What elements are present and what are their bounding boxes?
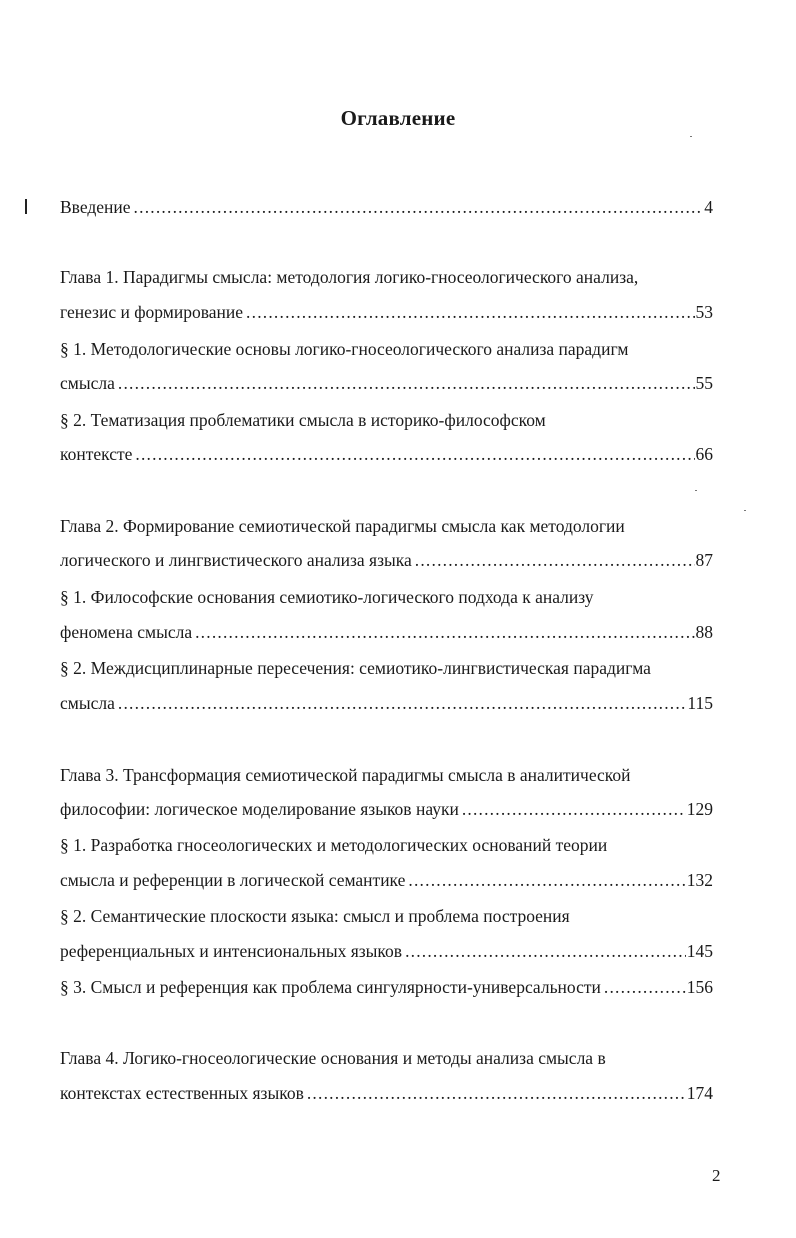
toc-chapter-4-line[interactable]: Глава 4. Логико-гносеологические основания и методы анализа смысла в xyxy=(60,1048,606,1068)
toc-page-number: 88 xyxy=(695,622,713,642)
toc-entry-text: Введение xyxy=(60,197,131,217)
dot-leader xyxy=(134,196,704,218)
toc-page-number: 115 xyxy=(687,693,713,713)
toc-page-number: 132 xyxy=(686,870,713,890)
toc-entry-text: смысла и референции в логической семантике xyxy=(60,870,406,890)
toc-entry-text: смысла xyxy=(60,693,115,713)
toc-chapter-1[interactable] xyxy=(60,301,713,323)
dot-leader xyxy=(405,940,686,962)
dot-leader xyxy=(307,1082,686,1104)
toc-chapter-2[interactable] xyxy=(60,549,713,571)
toc-entry-intro[interactable] xyxy=(60,196,713,218)
toc-section-3-2-line[interactable]: § 2. Семантические плоскости языка: смысл и проблема построения xyxy=(60,906,570,926)
toc-page-number: 87 xyxy=(695,550,713,570)
dot-leader xyxy=(195,621,694,643)
toc-chapter-1-line[interactable]: Глава 1. Парадигмы смысла: методология логико-гносеологического анализа, xyxy=(60,267,639,287)
toc-section-1-2-line[interactable]: § 2. Тематизация проблематики смысла в историко-философском xyxy=(60,410,546,430)
toc-entry-text: контексте xyxy=(60,444,133,464)
toc-entry-text: феномена смысла xyxy=(60,622,193,642)
toc-chapter-4[interactable] xyxy=(60,1082,713,1104)
toc-entry-text: смысла xyxy=(60,373,115,393)
toc-section-2-1-line[interactable]: § 1. Философские основания семиотико-логического подхода к анализу xyxy=(60,587,594,607)
toc-page-number: 145 xyxy=(686,941,713,961)
toc-entry-text: контекстах естественных языков xyxy=(60,1083,304,1103)
dot-leader xyxy=(118,692,687,714)
toc-chapter-3-line[interactable]: Глава 3. Трансформация семиотической парадигмы смысла в аналитической xyxy=(60,765,631,785)
toc-page-number: 129 xyxy=(686,799,713,819)
toc-section-3-3[interactable] xyxy=(60,976,713,998)
page-title: Оглавление xyxy=(340,106,456,130)
dot-leader xyxy=(415,549,695,571)
toc-page-number: 66 xyxy=(695,444,713,464)
toc-section-2-2[interactable] xyxy=(60,692,713,714)
toc-section-3-1[interactable] xyxy=(60,869,713,891)
dot-leader xyxy=(246,301,694,323)
dot-leader xyxy=(135,443,694,465)
toc-page-number: 4 xyxy=(704,197,713,217)
toc-section-2-1[interactable] xyxy=(60,621,713,643)
toc-section-1-1[interactable] xyxy=(60,372,713,394)
toc-entry-text: референциальных и интенсиональных языков xyxy=(60,941,403,961)
toc-page-number: 174 xyxy=(686,1083,713,1103)
dot-leader xyxy=(462,798,686,820)
scan-speck xyxy=(690,136,692,137)
toc-section-3-1-line[interactable]: § 1. Разработка гносеологических и методологических оснований теории xyxy=(60,835,608,855)
toc-page-number: 55 xyxy=(695,373,713,393)
toc-section-1-2[interactable] xyxy=(60,443,713,465)
toc-page-number: 53 xyxy=(695,302,713,322)
toc-page-number: 156 xyxy=(686,977,713,997)
scan-speck xyxy=(695,490,697,491)
toc-chapter-2-line[interactable]: Глава 2. Формирование семиотической парадигмы смысла как методологии xyxy=(60,516,625,536)
toc-section-2-2-line[interactable]: § 2. Междисциплинарные пересечения: семиотико-лингвистическая парадигма xyxy=(60,658,651,678)
toc-chapter-3[interactable] xyxy=(60,798,713,820)
toc-entry-text: логического и лингвистического анализа языка xyxy=(60,550,412,570)
toc-entry-text: генезис и формирование xyxy=(60,302,244,322)
toc-entry-text: § 3. Смысл и референция как проблема сингулярности-универсальности xyxy=(60,977,601,997)
toc-entry-text: философии: логическое моделирование языков науки xyxy=(60,799,459,819)
scan-speck xyxy=(744,510,746,511)
margin-mark xyxy=(25,199,27,214)
dot-leader xyxy=(118,372,695,394)
toc-section-1-1-line[interactable]: § 1. Методологические основы логико-гносеологического анализа парадигм xyxy=(60,339,629,359)
toc-section-3-2[interactable] xyxy=(60,940,713,962)
dot-leader xyxy=(604,976,686,998)
page-number: 2 xyxy=(712,1166,721,1185)
dot-leader xyxy=(408,869,685,891)
